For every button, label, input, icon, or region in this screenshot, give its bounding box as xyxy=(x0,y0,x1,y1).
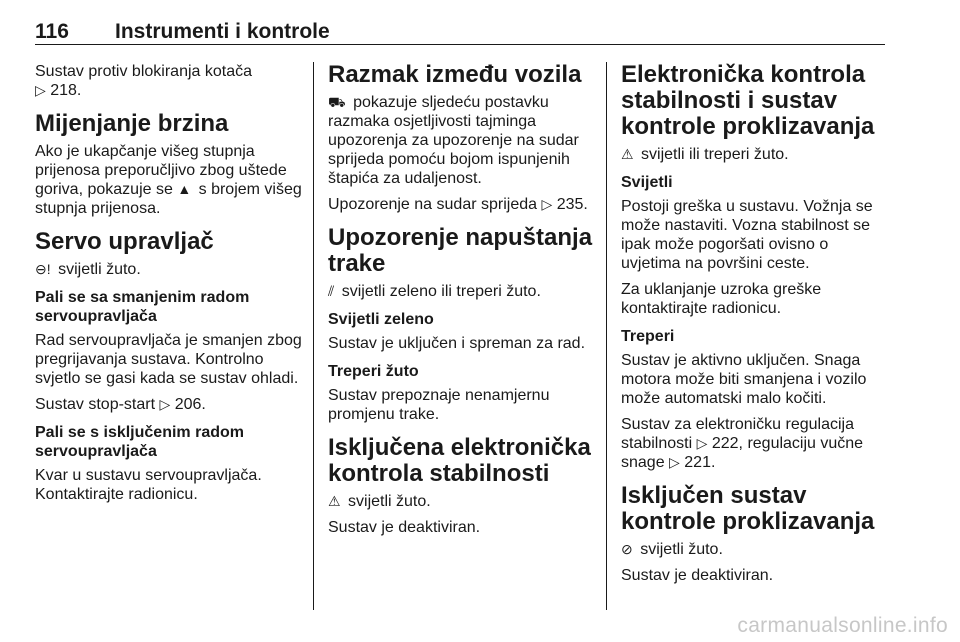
page-ref-link[interactable]: 206. xyxy=(174,396,206,413)
page-ref-arrow-icon: ▷ xyxy=(35,82,46,98)
page-ref-link[interactable]: 221. xyxy=(684,454,716,471)
page-ref-arrow-icon: ▷ xyxy=(669,454,680,470)
page-ref-link[interactable]: 218. xyxy=(50,82,82,99)
section-title: Upozorenje napuštanja trake xyxy=(328,224,593,277)
paragraph: Upozorenje na sudar sprijeda ▷ 235. xyxy=(328,196,588,213)
paragraph: Ako je ukapčanje višeg stupnja prijenosa preporučljivo zbog uštede goriva, pokazuje se ▲ s brojem višeg stupnja prijenosa. xyxy=(35,143,302,217)
subsection-title: Treperi xyxy=(621,328,675,345)
paragraph: Sustav je deaktiviran. xyxy=(328,519,481,536)
column-divider xyxy=(313,62,314,610)
paragraph: Sustav za elektroničku regulacija stabilnosti ▷ 222, regulaciju vučne snage ▷ 221. xyxy=(621,416,864,471)
paragraph: Rad servoupravljača je smanjen zbog pregrijavanja sustava. Kontrolno svjetlo se gasi kada se sustav ohladi. xyxy=(35,332,302,387)
subsection-title: Svijetli xyxy=(621,174,673,191)
subsection-title: Pali se s isključenim radom servoupravljača xyxy=(35,424,244,460)
section-title: Isključen sustav kontrole proklizavanja xyxy=(621,482,875,535)
vehicle-distance-icon: ⛟ xyxy=(328,94,346,110)
column-1 xyxy=(35,62,303,511)
column-2 xyxy=(328,62,596,544)
shift-up-arrow-icon: ▲ xyxy=(177,181,192,197)
chapter-title: Instrumenti i kontrole xyxy=(115,20,330,43)
page-ref-link[interactable]: 222, xyxy=(711,435,743,452)
paragraph: Sustav je uključen i spreman za rad. xyxy=(328,335,586,352)
paragraph: Sustav prepoznaje nenamjernu promjenu trake. xyxy=(328,387,550,423)
paragraph: Sustav je deaktiviran. xyxy=(621,567,774,584)
section-title: Mijenjanje brzina xyxy=(35,110,229,137)
section-title: Razmak između vozila xyxy=(328,61,582,88)
subsection-title: Pali se sa smanjenim radom servoupravljača xyxy=(35,289,250,325)
paragraph: Sustav je aktivno uključen. Snaga motora može biti smanjena i vozilo može automatski malo kočiti. xyxy=(621,352,867,407)
paragraph: ⛟ pokazuje sljedeću postavku razmaka osjetljivosti tajminga upozorenja za upozorenje na sudar sprijeda pomoću bojom ispunjenih štapića za udaljenost. xyxy=(328,94,579,187)
paragraph: ⊖! svijetli žuto. xyxy=(35,261,141,278)
subsection-title: Svijetli zeleno xyxy=(328,311,434,328)
section-title: Elektronička kontrola stabilnosti i sustav kontrole proklizavanja xyxy=(621,61,875,140)
paragraph: ⚠ svijetli ili treperi žuto. xyxy=(621,146,789,163)
esc-off-icon: ⚠ xyxy=(328,493,341,509)
paragraph: ⊘ svijetli žuto. xyxy=(621,541,723,558)
paragraph: Za uklanjanje uzroka greške kontaktirajte radionicu. xyxy=(621,281,822,317)
traction-off-icon: ⊘ xyxy=(621,541,633,557)
steering-warning-icon: ⊖! xyxy=(35,261,51,277)
esc-traction-icon: ⚠ xyxy=(621,146,634,162)
paragraph: Sustav protiv blokiranja kotača ▷ 218. xyxy=(35,63,252,99)
paragraph: Sustav stop-start ▷ 206. xyxy=(35,396,206,413)
paragraph: Postoji greška u sustavu. Vožnja se može nastaviti. Vozna stabilnost se ipak može pogoršati ovisno o uvjetima na površini ceste. xyxy=(621,198,873,272)
column-3 xyxy=(621,62,885,592)
column-divider xyxy=(606,62,607,610)
page-ref-arrow-icon: ▷ xyxy=(696,435,708,451)
section-title: Servo upravljač xyxy=(35,228,214,255)
paragraph: Kvar u sustavu servoupravljača. Kontaktirajte radionicu. xyxy=(35,467,262,503)
page-ref-link[interactable]: 235. xyxy=(556,196,588,213)
section-title: Isključena elektronička kontrola stabilnosti xyxy=(328,434,591,487)
page-ref-arrow-icon: ▷ xyxy=(541,196,553,212)
watermark: carmanualsonline.info xyxy=(737,614,948,637)
page-ref-arrow-icon: ▷ xyxy=(159,396,171,412)
paragraph: ⚠ svijetli žuto. xyxy=(328,493,431,510)
lane-departure-icon: ⫽ xyxy=(328,283,335,299)
page-number: 116 xyxy=(35,20,69,43)
paragraph: ⫽ svijetli zeleno ili treperi žuto. xyxy=(328,283,541,300)
subsection-title: Treperi žuto xyxy=(328,363,419,380)
page-header xyxy=(35,8,885,45)
